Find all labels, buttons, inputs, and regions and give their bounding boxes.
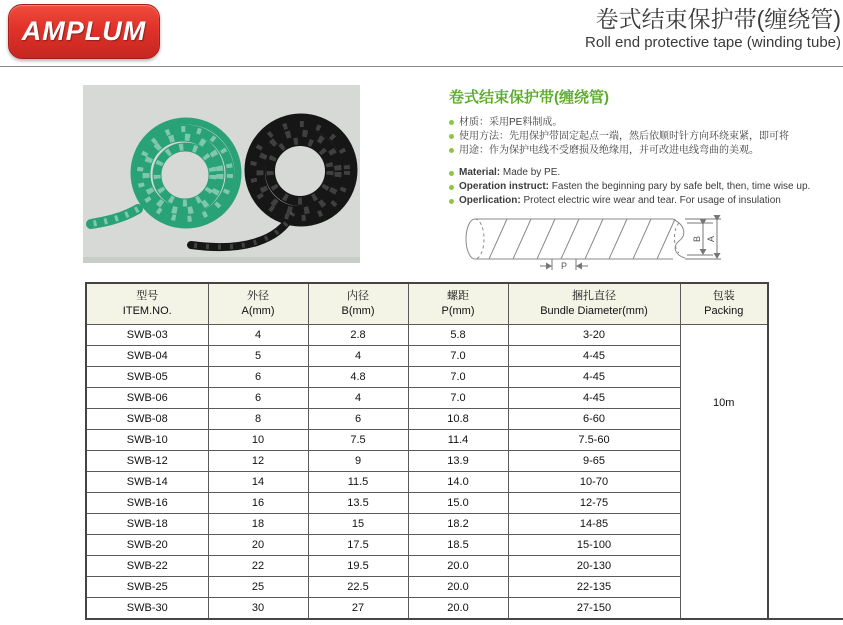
dimension-diagram — [455, 211, 747, 273]
bullet-material-zh: 材质：采用PE料制成。 — [449, 116, 843, 129]
col-header-bundle-dia: 捆扎直径 Bundle Diameter(mm) — [508, 283, 680, 325]
page-title-en: Roll end protective tape (winding tube) — [585, 34, 841, 51]
packing-cell: 10m — [680, 325, 768, 619]
bullets-zh — [449, 116, 843, 157]
table-row: SWB-06 6 4 7.0 4-45 — [86, 388, 768, 409]
bullet-dot-icon — [449, 134, 454, 139]
col-header-pitch: 螺距 P(mm) — [408, 283, 508, 325]
col-header-inner-dia: 内径 B(mm) — [308, 283, 408, 325]
bullet-dot-icon — [449, 171, 454, 176]
bullet-dot-icon — [449, 120, 454, 125]
table-row: SWB-22 22 19.5 20.0 20-130 — [86, 556, 768, 577]
dim-label-p: P — [560, 261, 568, 271]
spiral-tube-diagram — [455, 211, 747, 273]
spec-table — [85, 282, 769, 619]
col-header-outer-dia: 外径 A(mm) — [208, 283, 308, 325]
bullet-purpose-zh: 用途：作为保护电线不受磨损及绝缘用，并可改进电线弯曲的美观。 — [449, 144, 843, 157]
table-row: SWB-30 30 27 20.0 27-150 — [86, 598, 768, 619]
bullet-dot-icon — [449, 185, 454, 190]
table-row: SWB-10 10 7.5 11.4 7.5-60 — [86, 430, 768, 451]
table-row: SWB-08 8 6 10.8 6-60 — [86, 409, 768, 430]
table-row: SWB-04 5 4 7.0 4-45 — [86, 346, 768, 367]
table-row: SWB-25 25 22.5 20.0 22-135 — [86, 577, 768, 598]
product-photo — [83, 85, 360, 263]
page-title — [585, 5, 841, 53]
table-row: SWB-16 16 13.5 15.0 12-75 — [86, 493, 768, 514]
page-title-zh: 卷式结束保护带(缠绕管) — [595, 6, 841, 32]
table-row: SWB-05 6 4.8 7.0 4-45 — [86, 367, 768, 388]
table-row: SWB-20 20 17.5 18.5 15-100 — [86, 535, 768, 556]
col-header-item: 型号 ITEM.NO. — [86, 283, 208, 325]
table-row: SWB-14 14 11.5 14.0 10-70 — [86, 472, 768, 493]
bullet-dot-icon — [449, 148, 454, 153]
bullet-dot-icon — [449, 199, 454, 204]
bullet-usage-method-zh: 使用方法：先用保护带固定起点一端，然后依顺时针方向环绕束紧，即可将 — [449, 130, 843, 143]
bullet-operation-en: Operation instruct: Fasten the beginning pary by safe belt, then, time wise up. — [449, 181, 843, 193]
dim-label-a: A — [706, 235, 716, 243]
amplum-logo — [8, 4, 160, 59]
product-heading: 卷式结束保护带(缠绕管) — [449, 89, 609, 106]
col-header-packing: 包装 Packing — [680, 283, 768, 325]
bullets-en — [449, 167, 843, 207]
page-bottom-rule — [85, 618, 843, 620]
table-row: SWB-18 18 15 18.2 14-85 — [86, 514, 768, 535]
header-divider — [0, 66, 843, 67]
table-row: SWB-03 4 2.8 5.8 3-20 10m — [86, 325, 768, 346]
product-description — [449, 86, 843, 209]
table-row: SWB-12 12 9 13.9 9-65 — [86, 451, 768, 472]
bullet-material-en: Material: Made by PE. — [449, 167, 843, 179]
spiral-wrap-photo-illustration — [83, 85, 360, 263]
bullet-operlication-en: Operlication: Protect electric wire wear and tear. For usage of insulation — [449, 195, 843, 207]
table-header-row — [86, 283, 768, 325]
dim-label-b: B — [692, 235, 702, 243]
logo-text: AMPLUM — [21, 16, 147, 46]
